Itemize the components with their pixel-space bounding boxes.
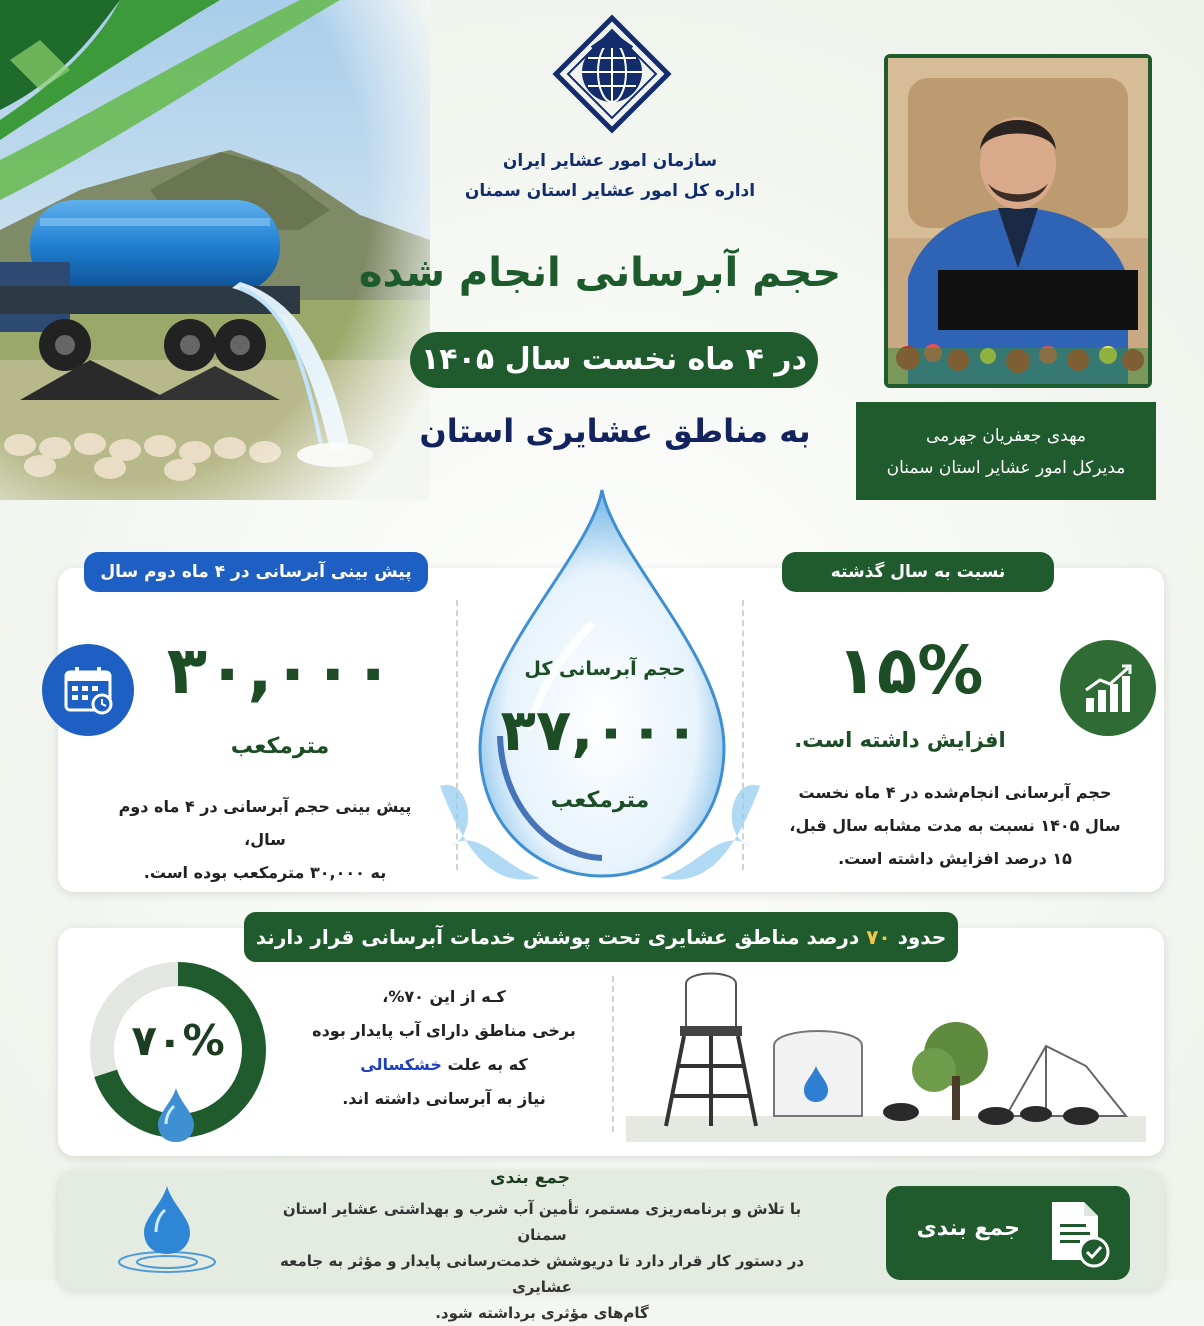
summary-title: جمع بندی xyxy=(490,1168,570,1188)
official-name-card xyxy=(856,402,1156,500)
official-name: مهدی جعفریان جهرمی xyxy=(925,426,1087,446)
compare-desc-line1: حجم آبرسانی انجام‌شده در ۴ ماه نخست xyxy=(798,783,1112,802)
main-title: حجم آبرسانی انجام شده xyxy=(358,250,842,296)
summary-button xyxy=(886,1186,1130,1280)
forecast-desc-line2: به ۳۰,۰۰۰ مترمکعب بوده است. xyxy=(143,863,387,882)
coverage-line4: نیاز به آبرسانی داشته اند. xyxy=(342,1089,546,1108)
compare-desc-line3: ۱۵ درصد افزایش داشته است. xyxy=(838,849,1072,868)
coverage-tag-after: درصد مناطق عشایری تحت پوشش خدمات آبرسانی قرار دارند xyxy=(255,925,860,949)
official-portrait-image xyxy=(888,58,1148,384)
coverage-tag-highlight: ۷۰ xyxy=(866,925,891,949)
compare-description xyxy=(780,776,1130,875)
total-value: ۳۷,۰۰۰ xyxy=(500,696,700,764)
summary-line3: گام‌های مؤثری برداشته شود. xyxy=(435,1304,649,1322)
org-logo-icon xyxy=(552,14,672,134)
summary-line2: در دستور کار قرار دارد تا دریوشش خدمت‌رسانی پایدار و مؤثر به جامعه عشایری xyxy=(279,1252,805,1296)
official-role: مدیرکل امور عشایر استان سمنان xyxy=(886,458,1126,478)
compare-caption: افزایش داشته است. xyxy=(794,728,1006,752)
total-unit: مترمکعب xyxy=(550,788,650,813)
water-tower-illustration xyxy=(626,966,1146,1142)
org-name-line2: اداره کل امور عشایر استان سمنان xyxy=(464,181,756,201)
compare-desc-line2: سال ۱۴۰۵ نسبت به مدت مشابه سال قبل، xyxy=(789,816,1121,835)
coverage-line3 xyxy=(294,1048,594,1082)
summary-line1: با تلاش و برنامه‌ریزی مستمر، تأمین آب شرب و بهداشتی عشایر استان سمنان xyxy=(282,1200,802,1244)
coverage-description xyxy=(294,980,594,1116)
calendar-icon xyxy=(42,644,134,736)
official-photo xyxy=(884,54,1152,388)
subtitle-region: به مناطق عشایری استان xyxy=(419,412,811,450)
coverage-line2: برخی مناطق دارای آب پایدار بوده xyxy=(312,1021,576,1040)
summary-button-label: جمع بندی xyxy=(916,1216,1020,1241)
forecast-unit: مترمکعب xyxy=(230,734,330,759)
drought-highlight: خشکسالی xyxy=(360,1055,442,1074)
coverage-tag-before: حدود xyxy=(897,925,947,949)
coverage-percent: ۷۰% xyxy=(131,1016,225,1065)
organization-name xyxy=(440,146,780,206)
total-water-drop-icon xyxy=(440,486,760,896)
divider-coverage xyxy=(612,976,614,1132)
coverage-line3-before: که به علت xyxy=(447,1055,528,1074)
compare-value: ۱۵% xyxy=(836,632,984,709)
subtitle-pill: در ۴ ماه نخست سال ۱۴۰۵ xyxy=(410,332,818,388)
forecast-desc-line1: پیش بینی حجم آبرسانی در ۴ ماه دوم سال، xyxy=(118,797,412,849)
forecast-description xyxy=(100,790,430,889)
summary-text xyxy=(262,1196,822,1326)
water-drop-splash-icon xyxy=(112,1182,222,1274)
document-check-icon xyxy=(1044,1198,1114,1270)
water-drop-icon xyxy=(154,1086,198,1144)
total-label: حجم آبرسانی کل xyxy=(524,658,686,680)
leaf-decoration xyxy=(0,0,360,200)
coverage-line1: کـه از این ۷۰%، xyxy=(382,987,506,1006)
org-name-line1: سازمان امور عشایر ایران xyxy=(502,151,718,171)
forecast-tag: پیش بینی آبرسانی در ۴ ماه دوم سال xyxy=(84,552,428,592)
coverage-tag xyxy=(244,912,958,962)
chart-up-icon xyxy=(1060,640,1156,736)
compare-tag: نسبت به سال گذشته xyxy=(782,552,1054,592)
forecast-value: ۳۰,۰۰۰ xyxy=(166,632,394,709)
